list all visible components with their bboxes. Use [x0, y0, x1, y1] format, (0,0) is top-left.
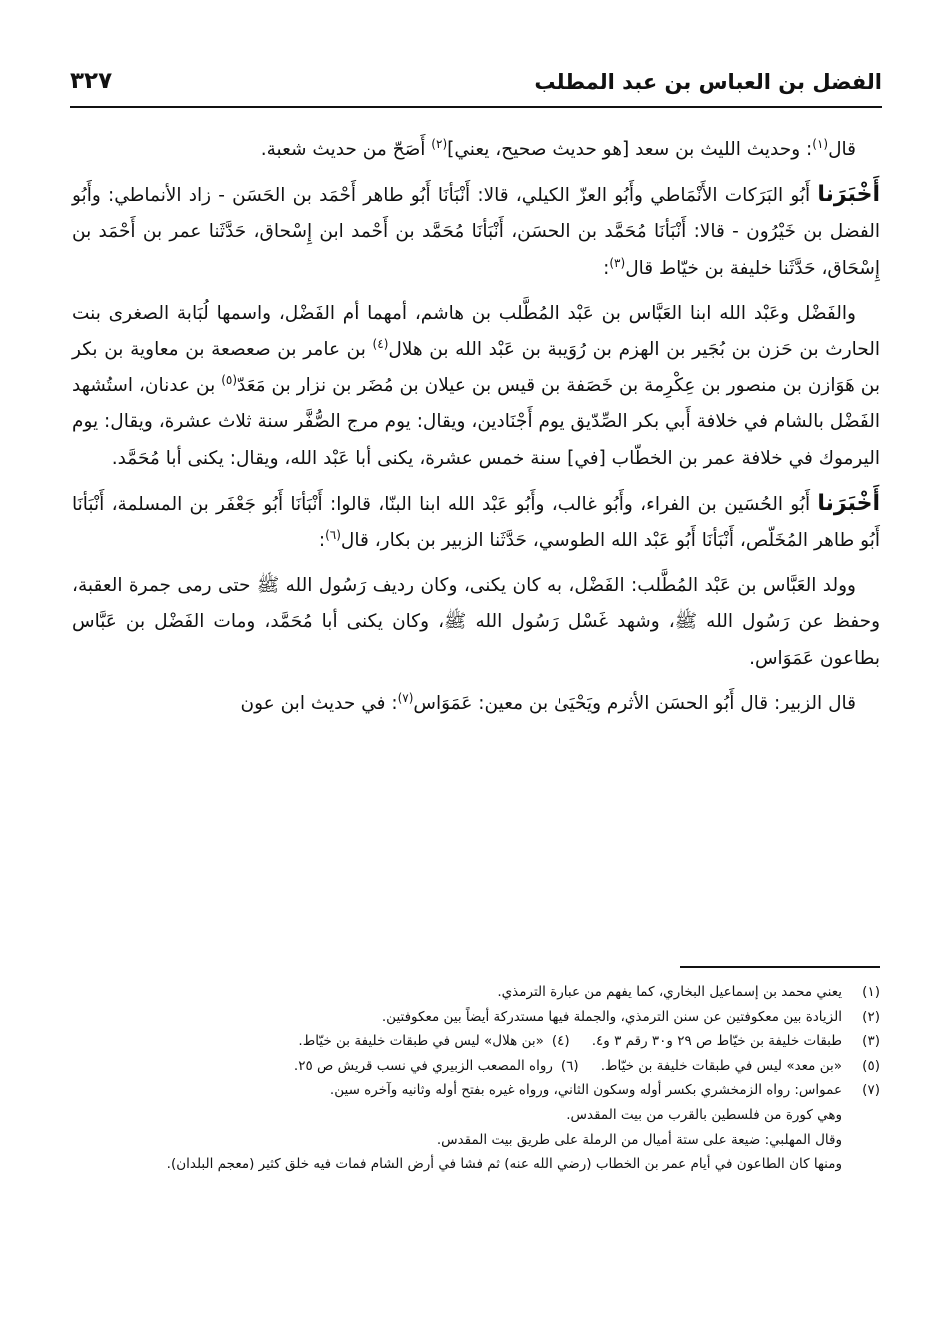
footnote-text: الزيادة بين معكوفتين عن سنن الترمذي، والجملة فيها مستدركة أيضاً بين معكوفتين.: [381, 1008, 842, 1025]
footnote-2: [72, 1005, 880, 1030]
isnad-lead-word: أَخْبَرَنا: [817, 182, 880, 208]
text-segment: والفَضْل وعَبْد الله ابنا العَبَّاس بن عَبْد المُطَّلب بن هاشم، أمهما أم الفَضْل، واسمها لُبَابة الصغرى بنت الحارث بن حَزن بن بُجَير بن الهزم بن رُوَيبة بن عَبْد الله بن هلال: [72, 302, 880, 361]
paragraph-5: [72, 568, 880, 677]
footnote-ref-2: (٢): [431, 136, 448, 151]
footnote-7-line-3: وقال المهلبي: ضيعة على ستة أميال من الرملة على طريق بيت المقدس.: [436, 1131, 842, 1148]
footnote-number: (٧): [862, 1082, 880, 1099]
text-segment: أَبُو الحُسَين بن الفراء، وأَبُو غالب، وأَبُو عَبْد الله ابنا البنّا، قالوا: أَنْبَأنَا أَبُو جَعْفَر بن المسلمة، أَنْبَأنَا أَبُو طاهر المُخَلّص، أَنْبَأنَا أَبُو عَبْد الله الطوسي، حَدَّثَنا الزبير بن بكار، قال: [72, 493, 880, 552]
footnote-text: عمواس: رواه الزمخشري بكسر أوله وسكون الثاني، ورواه غيره بفتح أوله وثانيه وآخره سين.: [329, 1082, 842, 1099]
footnote-7-line-2: وهي كورة من فلسطين بالقرب من بيت المقدس.: [566, 1106, 842, 1123]
paragraph-4: [72, 486, 880, 559]
text-segment: أَبُو البَرَكات الأَنْمَاطي وأَبُو العزّ الكيلي، قالا: أَنْبَأنَا أَبُو طاهر أَحْمَد بن الحَسَن - زاد الأنماطي: وأَبُو الفضل بن خَيْرُون - قالا: أَنْبَأنَا مُحَمَّد بن الحسَن، أَنْبَأنَا مُحَمَّد بن أَحْمد ابن إِسْحاق، حَدَّثَنا عمر بن أَحْمَد بن إِسْحَاق، حَدَّثَنا خليفة بن خيّاط قال: [72, 185, 880, 279]
footnote-3-4: [72, 1029, 880, 1054]
text-segment: قال: [828, 139, 856, 160]
page-header: [70, 58, 882, 102]
footnote-number: (٤): [551, 1033, 570, 1050]
paragraph-1: [72, 132, 880, 168]
footnotes: [72, 980, 880, 1177]
footnote-ref-6: (٦): [325, 527, 341, 542]
paragraph-3: [72, 296, 880, 477]
footnote-number: (١): [862, 984, 880, 1000]
paragraph-6: [72, 686, 880, 722]
footnote-text: طبقات خليفة بن خيّاط ص ٢٩ و٣٠ رقم ٣ و٤.: [591, 1033, 842, 1050]
footnote-text: رواه المصعب الزبيري في نسب قريش ص ٢٥.: [293, 1057, 553, 1074]
text-segment: : وحديث الليث بن سعد [هو حديث صحيح، يعني]: [447, 139, 813, 160]
footnote-number: (٣): [862, 1033, 880, 1050]
footnote-number: (٥): [862, 1057, 880, 1074]
footnote-7-line-4: ومنها كان الطاعون في أيام عمر بن الخطاب (رضي الله عنه) ثم فشا في أرض الشام فمات فيه خلق كثير (معجم البلدان).: [166, 1156, 842, 1173]
text-segment: وولد العَبَّاس بن عَبْد المُطَّلب: الفَضْل، به كان يكنى، وكان رديف رَسُول الله ﷺ حتى رمى جمرة العقبة، وحفظ عن رَسُول الله ﷺ، وشهد غَسْل رَسُول الله ﷺ، وكان يكنى أبا مُحَمَّد، ومات الفَضْل بن عَبَّاس بطاعون عَمَوَاس.: [72, 575, 880, 669]
text-segment: بن عامر بن صعصعة بن معاوية بن بكر بن هَوَازن بن منصور بن عِكْرِمة بن خَصَفة بن قيس بن عيلان بن مُضَر بن نزار بن مَعَدّ: [72, 339, 880, 397]
footnote-text: «بن هلال» ليس في طبقات خليفة بن خيّاط.: [298, 1033, 544, 1050]
paragraph-2: [72, 177, 880, 287]
footnote-ref-7: (٧): [397, 690, 414, 705]
footnote-number: (٦): [560, 1057, 579, 1074]
footnote-separator: [680, 966, 880, 968]
text-segment: بن عدنان، استُشهد الفَضْل بالشام في خلافة أَبي بكر الصِّدّيق يوم أَجْنَادين، ويقال: يوم مرج الصُّفَّر سنة ثلاث عشرة، ويقال: يوم اليرموك في خلافة عمر بن الخطّاب [في] سنة خمس عشرة، يكنى أبا عَبْد الله، ويقال: يكنى أبا مُحَمَّد.: [72, 375, 880, 469]
running-title: الفضل بن العباس بن عبد المطلب: [534, 70, 882, 94]
text-segment: أَصَحّ من حديث شعبة.: [260, 139, 432, 160]
footnote-6: [294, 1054, 579, 1079]
footnote-3: [592, 1029, 880, 1054]
isnad-lead-word: أَخْبَرَنا: [817, 490, 880, 516]
footnote-ref-3: (٣): [609, 255, 626, 270]
page-number: ٣٢٧: [70, 68, 113, 94]
footnote-7: [72, 1078, 880, 1103]
footnote-4: [298, 1029, 569, 1054]
footnote-ref-1: (١): [812, 136, 829, 151]
text-segment: :: [318, 530, 326, 552]
footnote-ref-4: (٤): [372, 336, 389, 351]
footnote-number: (٢): [862, 1008, 880, 1025]
text-segment: قال الزبير: قال أَبُو الحسَن الأثرم ويَحْيَىٰ بن معين: عَمَوَاس: [413, 692, 856, 714]
main-text: [72, 132, 880, 731]
header-rule: [70, 106, 882, 108]
text-segment: : في حديث ابن عون: [240, 692, 398, 714]
footnote-ref-5: (٥): [221, 373, 238, 388]
footnote-text: «بن معد» ليس في طبقات خليفة بن خيّاط.: [600, 1057, 842, 1074]
footnote-5: [601, 1054, 880, 1079]
footnote-1: [72, 980, 880, 1005]
text-segment: :: [603, 257, 610, 279]
footnote-text: يعني محمد بن إسماعيل البخاري، كما يفهم من عبارة الترمذي.: [497, 984, 842, 1000]
footnote-5-6: [72, 1054, 880, 1079]
